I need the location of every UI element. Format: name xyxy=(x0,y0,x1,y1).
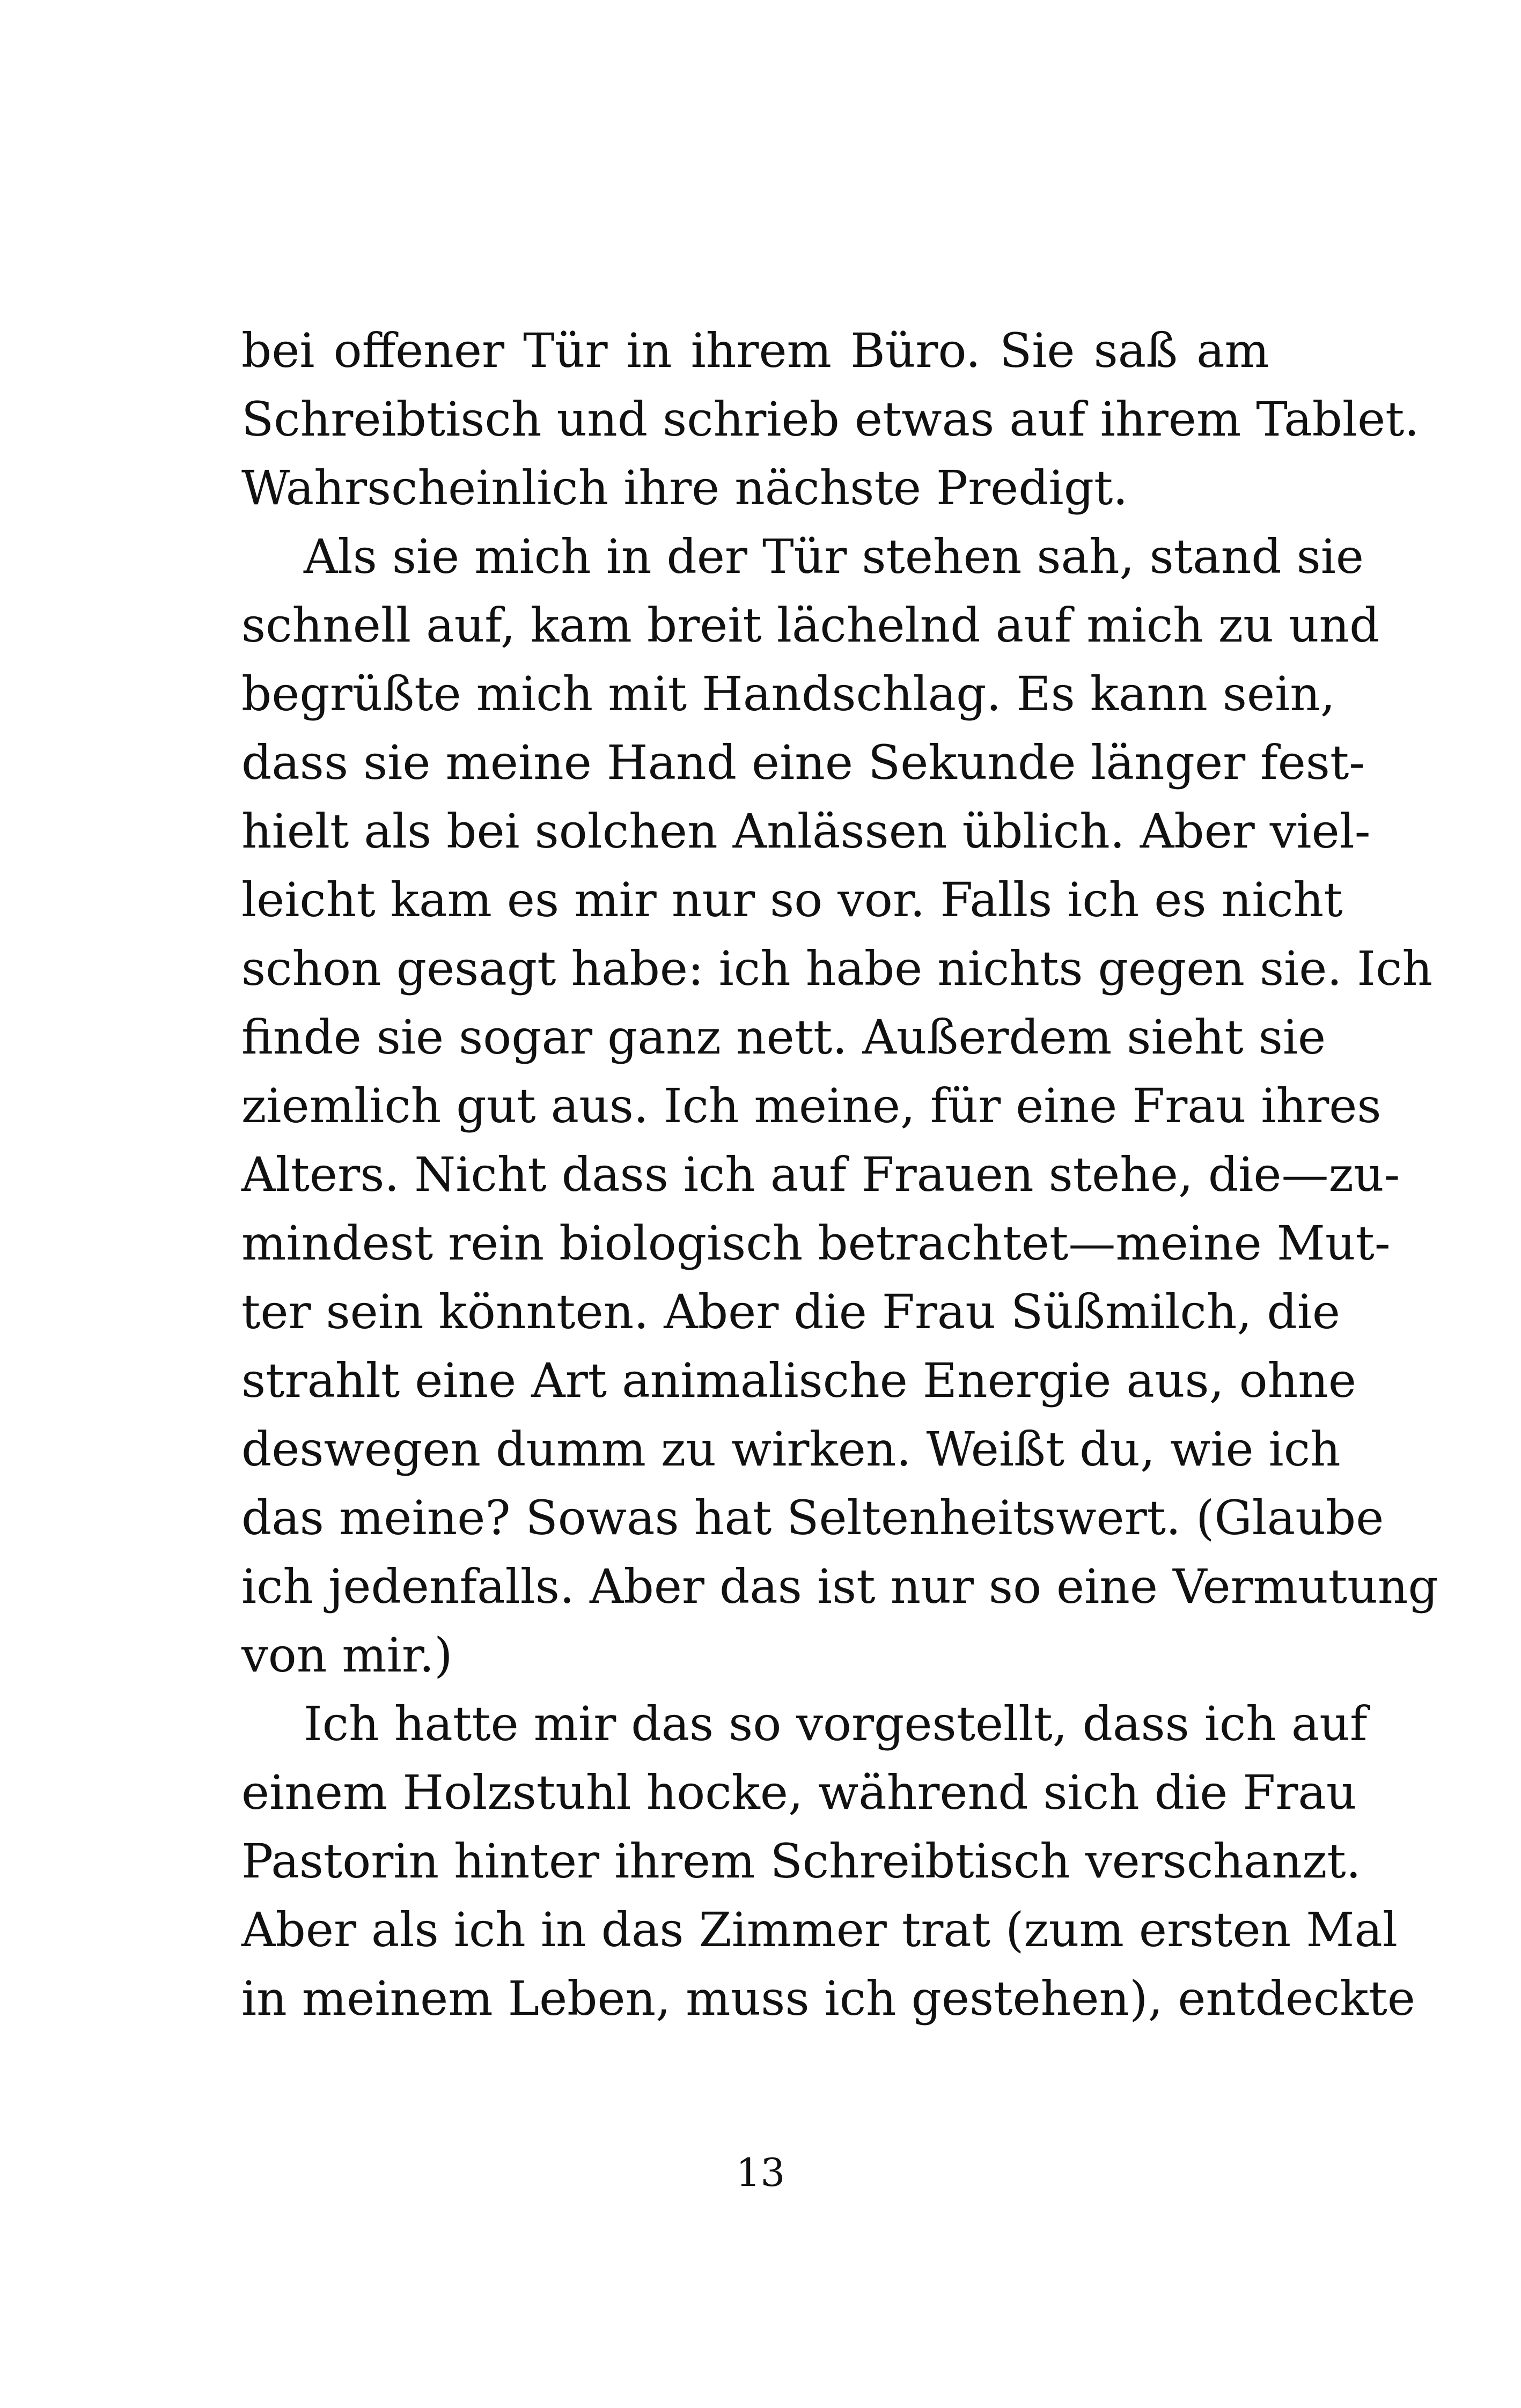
text-line: begrüßte mich mit Handschlag. Es kann sein, xyxy=(241,666,1335,721)
text-line: deswegen dumm zu wirken. Weißt du, wie ich xyxy=(241,1422,1341,1477)
text-line: Alters. Nicht dass ich auf Frauen stehe, die—zu- xyxy=(241,1147,1400,1202)
text-line: schon gesagt habe: ich habe nichts gegen sie. Ich xyxy=(241,941,1433,996)
text-line: schnell auf, kam breit lächelnd auf mich zu und xyxy=(241,598,1380,653)
text-line: Ich hatte mir das so vorgestellt, dass ich auf xyxy=(304,1696,1368,1751)
text-line: ziemlich gut aus. Ich meine, für eine Frau ihres xyxy=(241,1078,1382,1133)
text-line: hielt als bei solchen Anlässen üblich. Aber viel- xyxy=(241,804,1371,859)
text-line: Als sie mich in der Tür stehen sah, stand sie xyxy=(304,529,1364,584)
text-line: strahlt eine Art animalische Energie aus, ohne xyxy=(241,1353,1357,1408)
text-line: das meine? Sowas hat Seltenheitswert. (Glaube xyxy=(241,1490,1384,1545)
text-line: ter sein könnten. Aber die Frau Süßmilch, die xyxy=(241,1284,1340,1339)
text-line: ich jedenfalls. Aber das ist nur so eine Vermutung xyxy=(241,1559,1438,1614)
text-line: dass sie meine Hand eine Sekunde länger fest- xyxy=(241,735,1365,790)
text-line: Aber als ich in das Zimmer trat (zum ersten Mal xyxy=(241,1902,1398,1957)
text-line: mindest rein biologisch betrachtet—meine Mut- xyxy=(241,1216,1391,1271)
text-line: Wahrscheinlich ihre nächste Predigt. xyxy=(241,460,1128,516)
text-line: Pastorin hinter ihrem Schreibtisch verschanzt. xyxy=(241,1833,1361,1889)
text-line: Schreibtisch und schrieb etwas auf ihrem Tablet. xyxy=(241,392,1420,447)
text-line: leicht kam es mir nur so vor. Falls ich es nicht xyxy=(241,872,1343,927)
text-line: einem Holzstuhl hocke, während sich die Frau xyxy=(241,1765,1357,1820)
page-number: 13 xyxy=(736,2150,785,2195)
text-line: von mir.) xyxy=(241,1628,453,1683)
text-line: finde sie sogar ganz nett. Außerdem sieht sie xyxy=(241,1010,1326,1065)
text-line: bei offener Tür in ihrem Büro. Sie saß am xyxy=(241,323,1269,378)
text-line: in meinem Leben, muss ich gestehen), entdeckte xyxy=(241,1971,1415,2026)
